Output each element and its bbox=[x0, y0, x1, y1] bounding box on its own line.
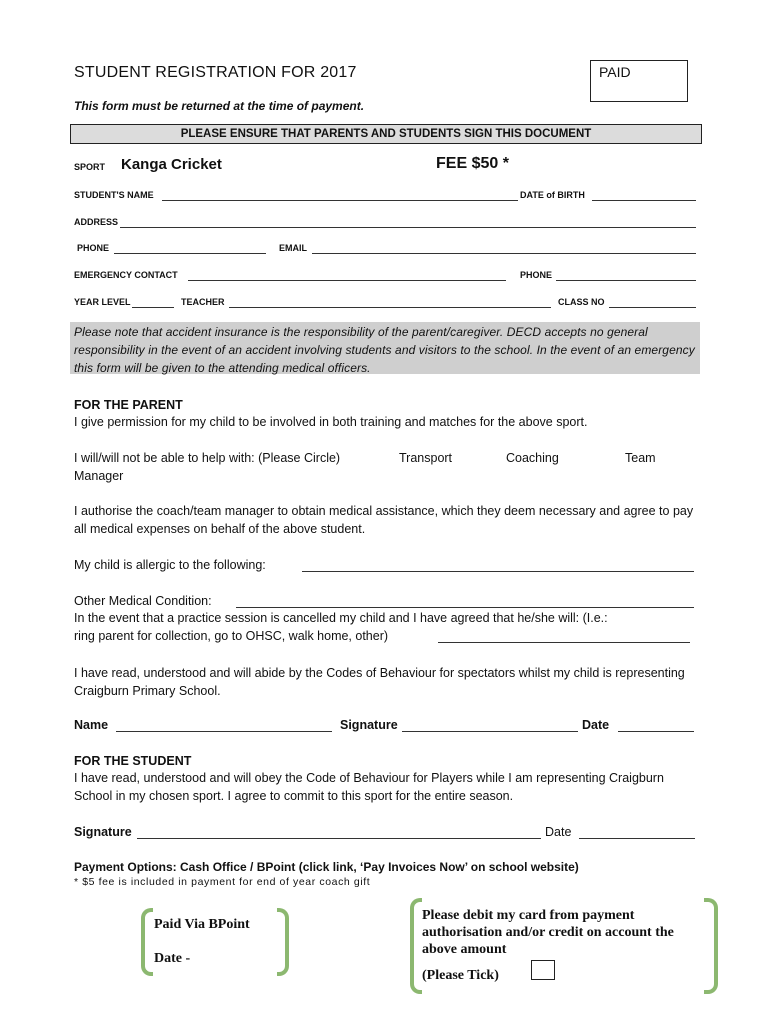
help-line bbox=[74, 449, 698, 467]
student-text: I have read, understood and will obey the Code of Behaviour for Players while I am representing Craigburn School in my chosen sport. I agree to commit to this sport for the entire season. bbox=[74, 771, 664, 803]
student-date-field[interactable] bbox=[579, 826, 695, 839]
medical-field[interactable] bbox=[236, 595, 694, 608]
debit-bracket-left bbox=[410, 898, 422, 994]
parent-signature-label: Signature bbox=[340, 718, 398, 732]
help-transport[interactable]: Transport bbox=[399, 451, 453, 465]
bpoint-date-label[interactable]: Date - bbox=[154, 951, 191, 966]
parent-name-label: Name bbox=[74, 718, 109, 732]
medical-label: Other Medical Condition: bbox=[74, 594, 212, 608]
bpoint-bracket-right bbox=[277, 908, 289, 976]
sign-banner: PLEASE ENSURE THAT PARENTS AND STUDENTS SIGN THIS DOCUMENT bbox=[70, 124, 702, 144]
parent-sign-line bbox=[74, 716, 698, 734]
emergency-line[interactable] bbox=[188, 280, 506, 281]
phone-line[interactable] bbox=[114, 253, 266, 254]
class-label: CLASS NO bbox=[558, 297, 605, 307]
email-label: EMAIL bbox=[279, 243, 307, 253]
cancel-text-1: In the event that a practice session is cancelled my child and I have agreed that he/she will: (I.e.: bbox=[74, 611, 608, 625]
paid-label: PAID bbox=[599, 64, 631, 80]
permission-text: I give permission for my child to be involved in both training and matches for the above sport. bbox=[74, 415, 588, 429]
teacher-line[interactable] bbox=[229, 307, 551, 308]
parent-heading: FOR THE PARENT bbox=[74, 398, 183, 412]
student-signature-label: Signature bbox=[74, 825, 132, 839]
help-coaching[interactable]: Coaching bbox=[506, 451, 559, 465]
return-note: This form must be returned at the time of payment. bbox=[74, 99, 365, 113]
bpoint-bracket-left bbox=[141, 908, 153, 976]
year-row bbox=[74, 297, 696, 311]
debit-bracket-right bbox=[704, 898, 718, 994]
student-date-label: Date bbox=[545, 825, 572, 839]
authorise-text: I authorise the coach/team manager to obtain medical assistance, which they deem necessary and agree to pay all medical expenses on behalf of the above student. bbox=[74, 504, 694, 536]
bpoint-label: Paid Via BPoint bbox=[154, 917, 250, 932]
student-signature-field[interactable] bbox=[137, 826, 541, 839]
phone2-label: PHONE bbox=[520, 270, 553, 280]
parent-signature-field[interactable] bbox=[402, 719, 578, 732]
cancel-text-2: ring parent for collection, go to OHSC, walk home, other) bbox=[74, 629, 389, 643]
form-title: STUDENT REGISTRATION FOR 2017 bbox=[74, 64, 357, 81]
student-sign-line bbox=[74, 823, 698, 841]
codes-text: I have read, understood and will abide by the Codes of Behaviour for spectators whilst my child is representing Craigburn Primary School. bbox=[74, 666, 685, 698]
fee-amount: FEE $50 * bbox=[436, 155, 509, 172]
student-name-label: STUDENT'S NAME bbox=[74, 190, 154, 200]
phone-email-row bbox=[74, 243, 696, 257]
address-line[interactable] bbox=[120, 227, 696, 228]
debit-text: Please debit my card from payment authorisation and/or credit on account the above amount bbox=[422, 908, 674, 957]
payment-options: Payment Options: Cash Office / BPoint (click link, ‘Pay Invoices Now’ on school website) bbox=[74, 860, 579, 874]
insurance-note: Please note that accident insurance is the responsibility of the parent/caregiver. DECD accepts no general responsibility in the event of an accident involving students and visitors to the school. In the event of an emergency this form will be given to the attending medical officers. bbox=[70, 322, 700, 374]
allergy-label: My child is allergic to the following: bbox=[74, 558, 266, 572]
email-line[interactable] bbox=[312, 253, 696, 254]
student-heading: FOR THE STUDENT bbox=[74, 754, 192, 768]
phone-label: PHONE bbox=[77, 243, 110, 253]
student-name-row bbox=[74, 190, 696, 204]
debit-checkbox[interactable] bbox=[531, 960, 555, 980]
year-line[interactable] bbox=[132, 307, 174, 308]
paid-box[interactable] bbox=[590, 60, 688, 102]
year-label: YEAR LEVEL bbox=[74, 297, 131, 307]
teacher-label: TEACHER bbox=[181, 297, 225, 307]
allergy-field[interactable] bbox=[302, 559, 694, 572]
fee-note: * $5 fee is included in payment for end of year coach gift bbox=[74, 876, 371, 888]
dob-line[interactable] bbox=[592, 200, 696, 201]
dob-label: DATE of BIRTH bbox=[520, 190, 585, 200]
class-line[interactable] bbox=[609, 307, 696, 308]
address-label: ADDRESS bbox=[74, 217, 119, 227]
medical-line bbox=[74, 592, 698, 610]
help-manager[interactable]: Manager bbox=[74, 469, 124, 483]
student-name-line[interactable] bbox=[162, 200, 518, 201]
emergency-row bbox=[74, 270, 696, 284]
cancel-line bbox=[74, 627, 698, 645]
sport-value: Kanga Cricket bbox=[121, 156, 222, 173]
please-tick-label: (Please Tick) bbox=[422, 968, 499, 983]
parent-name-field[interactable] bbox=[116, 719, 332, 732]
cancel-field[interactable] bbox=[438, 630, 690, 643]
parent-date-field[interactable] bbox=[618, 719, 694, 732]
address-row bbox=[74, 217, 696, 231]
allergy-line bbox=[74, 556, 698, 574]
help-prefix: I will/will not be able to help with: (Please Circle) bbox=[74, 451, 341, 465]
parent-date-label: Date bbox=[582, 718, 610, 732]
phone2-line[interactable] bbox=[556, 280, 696, 281]
emergency-label: EMERGENCY CONTACT bbox=[74, 270, 178, 280]
help-team[interactable]: Team bbox=[625, 451, 656, 465]
sport-label: SPORT bbox=[74, 162, 106, 172]
